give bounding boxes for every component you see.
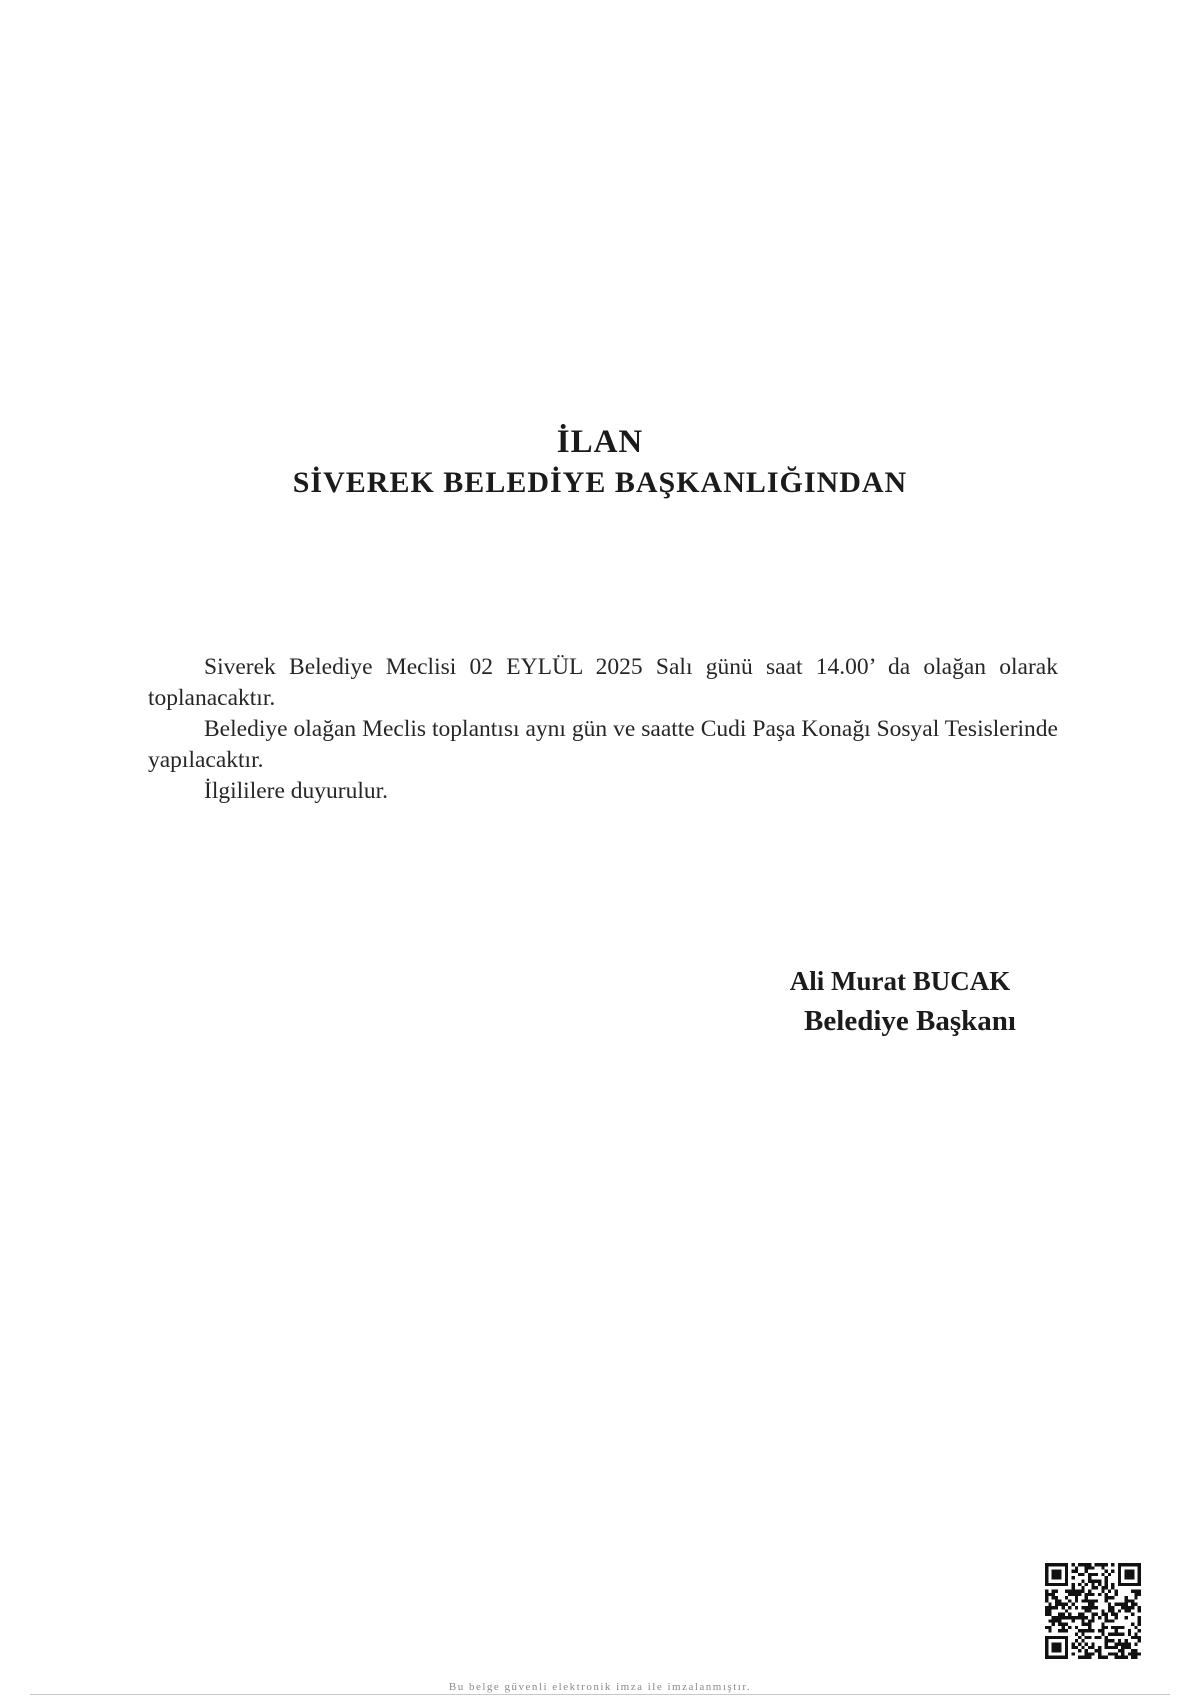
paragraph-meeting-location: Belediye olağan Meclis toplantısı aynı gün ve saatte Cudi Paşa Konağı Sosyal Tesislerinde yapılacaktır. <box>148 716 1058 773</box>
announcement-body <box>148 652 1058 807</box>
signatory-name: Ali Murat BUCAK <box>789 966 1011 996</box>
qr-code-icon <box>1045 1563 1141 1659</box>
paragraph-meeting-date: Siverek Belediye Meclisi 02 EYLÜL 2025 Salı günü saat 14.00’ da olağan olarak toplanacaktır. <box>148 654 1058 711</box>
document-subtitle: SİVEREK BELEDİYE BAŞKANLIĞINDAN <box>292 466 908 499</box>
signatory-title: Belediye Başkanı <box>804 1005 1016 1037</box>
document-title: İLAN <box>556 424 644 460</box>
e-signature-note: Bu belge güvenli elektronik imza ile imzalanmıştır. <box>448 1681 752 1693</box>
paragraph-closing: İlgililere duyurulur. <box>204 778 389 804</box>
bottom-divider <box>30 1694 1170 1695</box>
